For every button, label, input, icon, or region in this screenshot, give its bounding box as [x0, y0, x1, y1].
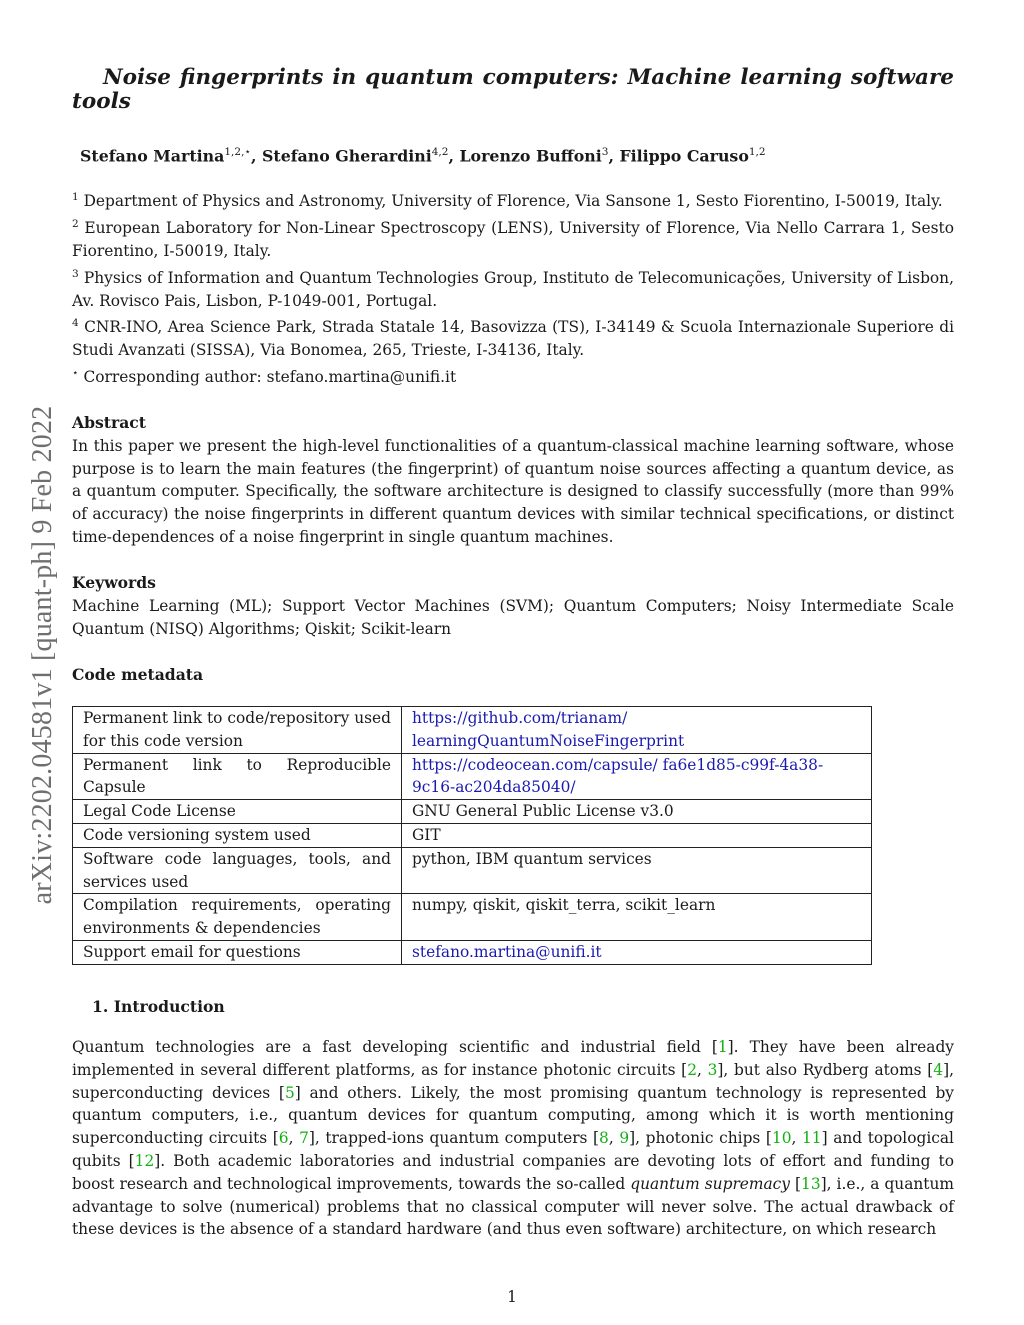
citation-link[interactable]: 4 [933, 1060, 944, 1079]
metadata-key-cell: Support email for questions [73, 940, 402, 964]
citation-link[interactable]: 11 [802, 1129, 822, 1148]
table-row [73, 823, 872, 847]
author-affiliation-marks: 1,2,⋆ [224, 146, 251, 158]
citation-link[interactable]: 6 [278, 1129, 289, 1148]
citation-link[interactable]: 8 [599, 1129, 609, 1148]
keywords-section [72, 572, 954, 640]
author-name: Stefano Gherardini [261, 146, 432, 166]
body-text-run: ], photonic chips [ [629, 1129, 772, 1148]
author-affiliation-marks: 4,2 [431, 146, 449, 158]
affiliation-mark: 1 [72, 191, 79, 203]
author-list [80, 141, 940, 167]
citation-link[interactable]: 3 [707, 1060, 718, 1079]
code-metadata-table [72, 706, 872, 965]
body-text-run: ]. Both academic laboratories and industrial companies are devoting lots of effort and funding to boost research and technological improvements, towards the so-called [72, 1151, 954, 1193]
table-row [73, 753, 872, 800]
body-text-run: , [791, 1129, 803, 1148]
body-text-run: ], but also Rydberg atoms [ [717, 1060, 934, 1079]
code-metadata-section [72, 664, 954, 687]
introduction-text [72, 1036, 954, 1241]
author-affiliation-marks: 1,2 [748, 146, 766, 158]
body-text-run: [ [790, 1174, 802, 1193]
metadata-value-link[interactable]: stefano.martina@unifi.it [402, 940, 872, 964]
table-row [73, 940, 872, 964]
author-name: Lorenzo Buffoni [459, 146, 602, 166]
affiliation-mark: ⋆ [72, 367, 79, 380]
body-text-run: , [288, 1129, 300, 1148]
introduction-heading [92, 996, 225, 1019]
author-affiliation-marks: 3 [601, 146, 609, 158]
affiliation-mark: 3 [72, 267, 79, 280]
code-metadata-heading: Code metadata [72, 665, 204, 684]
metadata-key-cell: Permanent link to code/repository used for this code version [73, 707, 402, 754]
metadata-value-link[interactable]: https://github.com/trianam/ learningQuantumNoiseFingerprint [402, 707, 872, 754]
citation-link[interactable]: 7 [299, 1129, 309, 1148]
affiliation-entry [72, 263, 954, 313]
table-row [73, 800, 872, 824]
body-text-run: ] and others. Likely, the most promising quantum technology is represented by quantum computers, i.e., quantum devices for quantum computing, among which it is worth mentioning superconducting circuits [ [72, 1083, 954, 1148]
paper-title: Noise fingerprints in quantum computers: Machine learning software tools [72, 65, 954, 114]
affiliation-mark: 2 [72, 217, 79, 230]
metadata-value-link[interactable]: https://codeocean.com/capsule/ fa6e1d85-c99f-4a38-9c16-ac204da85040/ [402, 753, 872, 800]
citation-link[interactable]: 1 [717, 1038, 728, 1056]
abstract-section [72, 412, 954, 549]
citation-link[interactable]: 13 [801, 1174, 821, 1193]
keywords-text: Machine Learning (ML); Support Vector Machines (SVM); Quantum Computers; Noisy Intermediate Scale Quantum (NISQ) Algorithms; Qiskit; Scikit-learn [72, 596, 954, 638]
affiliation-text: Physics of Information and Quantum Technologies Group, Instituto de Telecomunicações, University of Lisbon, Av. Rovisco Pais, Lisbon, P-1049-001, Portugal. [72, 268, 954, 310]
metadata-key-cell: Permanent link to Reproducible Capsule [73, 753, 402, 800]
affiliation-entry [72, 312, 954, 362]
introduction-section [72, 1036, 954, 1241]
body-text-run: ] and topological qubits [ [72, 1129, 954, 1170]
author-separator: , [250, 146, 262, 166]
body-text-run: Quantum technologies are a fast developing scientific and industrial field [ [72, 1038, 718, 1056]
arxiv-side-stamp [28, 350, 58, 960]
affiliation-entry [72, 362, 954, 389]
affiliation-text: European Laboratory for Non-Linear Spectroscopy (LENS), University of Florence, Via Nello Carrara 1, Sesto Fiorentino, I-50019, Italy. [72, 219, 954, 260]
author-separator: , [608, 146, 620, 166]
introduction-heading-text: 1. Introduction [92, 997, 225, 1016]
metadata-value-cell: GIT [402, 823, 872, 847]
table-row [73, 707, 872, 754]
affiliations [72, 186, 954, 389]
affiliation-text: Corresponding author: stefano.martina@unifi.it [78, 368, 457, 387]
body-text-run: , [608, 1129, 620, 1148]
citation-link[interactable]: 5 [284, 1083, 295, 1102]
table-row [73, 894, 872, 941]
affiliation-mark: 4 [72, 317, 79, 330]
metadata-key-cell: Legal Code License [73, 800, 402, 824]
table-row [73, 847, 872, 894]
citation-link[interactable]: 9 [619, 1129, 630, 1148]
metadata-value-cell: python, IBM quantum services [402, 847, 872, 894]
body-text-run: ], i.e., a quantum advantage to solve (numerical) problems that no classical computer will never solve. The actual drawback of these devices is the absence of a standard hardware (and thus even software) architecture, on which research [72, 1174, 954, 1239]
body-text-run: ]. They have been already implemented in several different platforms, as for instance photonic circuits [ [72, 1038, 954, 1079]
arxiv-id-text: arXiv:2202.04581v1 [quant-ph] 9 Feb 2022 [27, 405, 58, 905]
affiliation-text: CNR-INO, Area Science Park, Strada Statale 14, Basovizza (TS), I-34149 & Scuola Internazionale Superiore di Studi Avanzati (SISSA), Via Bonomea, 265, Trieste, I-34136, Italy. [72, 318, 954, 360]
affiliation-entry [72, 213, 954, 263]
metadata-key-cell: Compilation requirements, operating environments & dependencies [73, 894, 402, 941]
metadata-key-cell: Software code languages, tools, and services used [73, 847, 402, 894]
affiliation-text: Department of Physics and Astronomy, University of Florence, Via Sansone 1, Sesto Fiorentino, I-50019, Italy. [78, 192, 943, 211]
citation-link[interactable]: 12 [134, 1151, 155, 1170]
body-text-run: ], trapped-ions quantum computers [ [308, 1129, 600, 1148]
metadata-value-cell: numpy, qiskit, qiskit_terra, scikit_learn [402, 894, 872, 941]
body-text-run: , [697, 1060, 708, 1079]
abstract-text: In this paper we present the high-level functionalities of a quantum-classical machine learning software, whose purpose is to learn the main features (the fingerprint) of quantum noise sources affecting a quantum device, as a quantum computer. Specifically, the software architecture is designed to classify successfully (more than 99% of accuracy) the noise fingerprints in different quantum devices with similar technical specifications, or distinct time-dependences of a noise fingerprint in single quantum machines. [72, 436, 954, 546]
body-text-run: ], superconducting devices [ [72, 1060, 954, 1102]
abstract-heading: Abstract [72, 413, 147, 432]
author-separator: , [448, 146, 460, 166]
author-name: Stefano Martina [80, 146, 225, 166]
metadata-key-cell: Code versioning system used [73, 823, 402, 847]
emphasis-text: quantum supremacy [630, 1174, 790, 1193]
affiliation-entry [72, 186, 954, 213]
metadata-value-cell: GNU General Public License v3.0 [402, 800, 872, 824]
page-number: 1 [507, 1288, 517, 1306]
author-name: Filippo Caruso [619, 146, 749, 166]
keywords-heading: Keywords [72, 573, 156, 592]
citation-link[interactable]: 2 [687, 1060, 697, 1079]
citation-link[interactable]: 10 [771, 1129, 792, 1148]
